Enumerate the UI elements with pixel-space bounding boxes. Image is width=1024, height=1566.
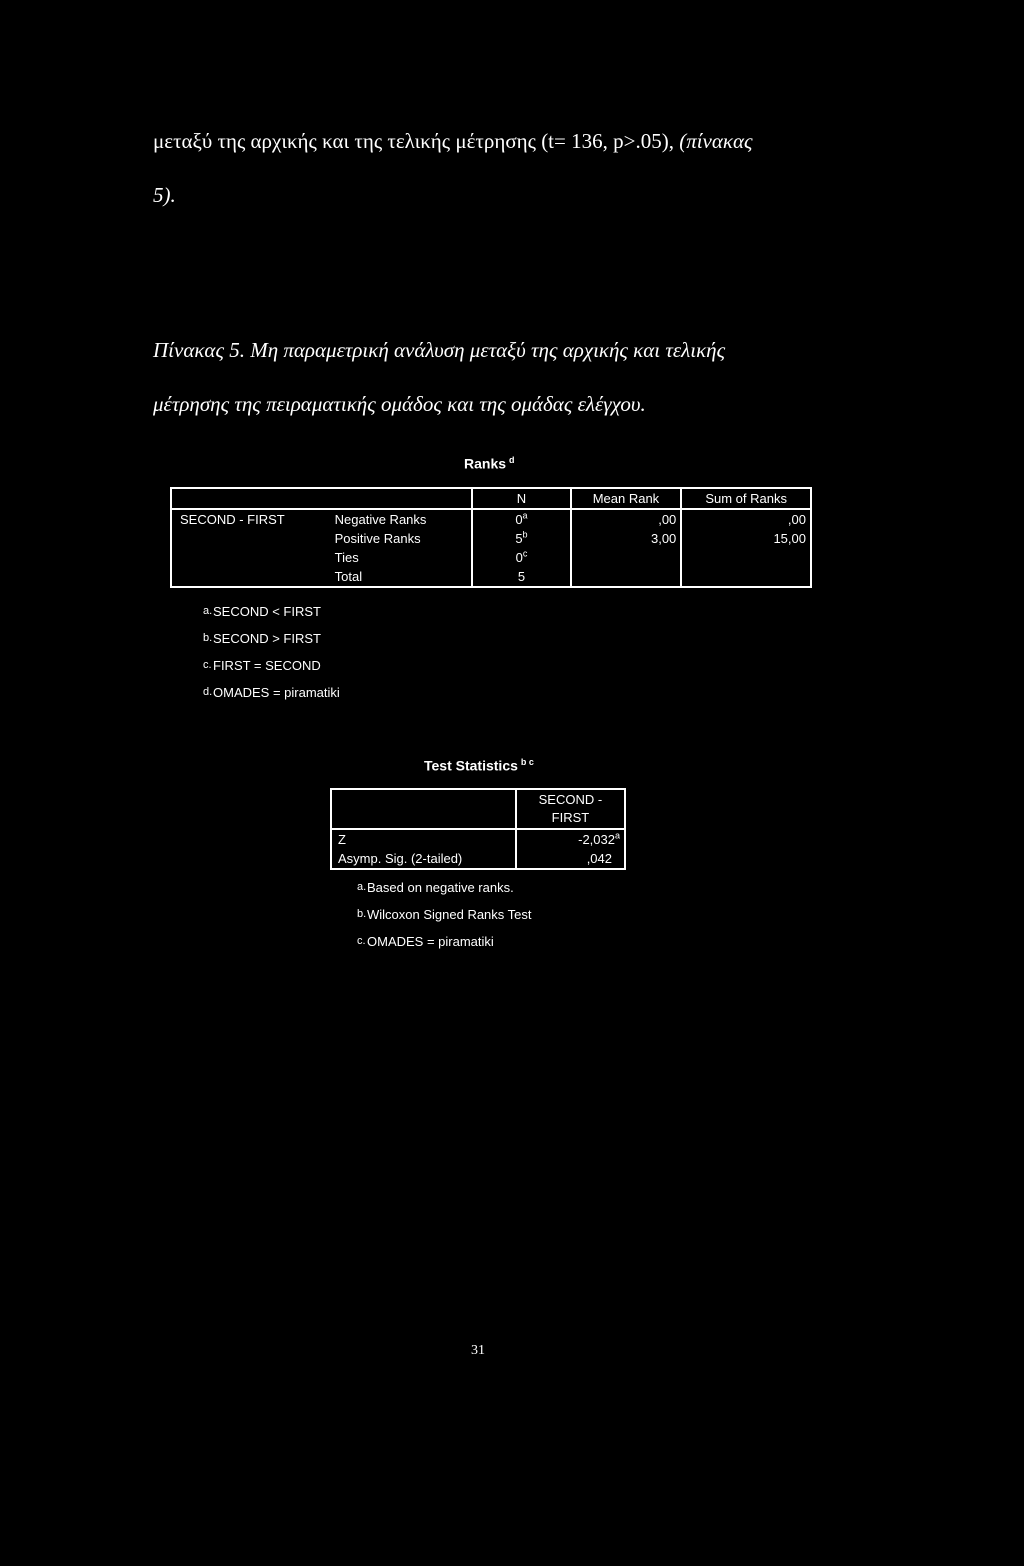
intro-line-1-text: μεταξύ της αρχικής και της τελικής μέτρησης (t= 136, p>.05), xyxy=(153,129,674,153)
stats-header-blank xyxy=(331,789,516,829)
ranks-row-label: Negative Ranks xyxy=(334,512,427,527)
intro-line-1 xyxy=(153,131,753,152)
stats-cell-value: ,042 xyxy=(516,849,625,869)
ranks-header-blank xyxy=(171,488,472,509)
ranks-header-sum-of-ranks: Sum of Ranks xyxy=(681,488,811,509)
ranks-row-label: Ties xyxy=(334,550,359,565)
intro-line-2 xyxy=(153,185,176,206)
stats-row-label: Asymp. Sig. (2-tailed) xyxy=(331,849,516,869)
test-statistics-table xyxy=(330,788,626,870)
ranks-group-blank xyxy=(171,567,329,587)
footnote: a.Based on negative ranks. xyxy=(357,880,514,895)
ranks-title-text: Ranks xyxy=(464,455,507,472)
ranks-cell-n: 5 xyxy=(472,567,570,587)
ranks-group-label: SECOND - FIRST xyxy=(171,509,329,529)
ranks-cell-sum: 15,00 xyxy=(681,529,811,548)
footnote: d.OMADES = piramatiki xyxy=(203,685,340,700)
ranks-cell-sum: ,00 xyxy=(681,509,811,529)
ranks-table xyxy=(170,487,812,588)
table-row xyxy=(331,849,625,869)
stats-cell-value: -2,032$^a$ xyxy=(516,829,625,849)
table-caption-line-1-text: Πίνακας 5. Μη παραμετρική ανάλυση μεταξύ της αρχικής και τελικής xyxy=(153,338,726,362)
stats-header-row xyxy=(331,789,625,829)
ranks-row-label: Positive Ranks xyxy=(334,531,421,546)
ranks-cell-sum xyxy=(681,548,811,567)
footnote: b.Wilcoxon Signed Ranks Test xyxy=(357,907,532,922)
footnote: c.OMADES = piramatiki xyxy=(357,934,494,949)
ranks-cell-mean: 3,00 xyxy=(571,529,682,548)
footnote: a.SECOND < FIRST xyxy=(203,604,321,619)
ranks-cell-n: 0$^a$ xyxy=(472,509,570,529)
ranks-footnotes xyxy=(203,598,340,706)
table-caption-line-2 xyxy=(153,394,646,415)
intro-line-2-text: 5). xyxy=(153,183,176,207)
table-caption-line-1 xyxy=(153,340,725,361)
table-row xyxy=(171,529,811,548)
ranks-header-mean-rank: Mean Rank xyxy=(571,488,682,509)
test-statistics-title-note: b c xyxy=(520,757,534,767)
ranks-group-blank xyxy=(171,548,329,567)
ranks-cell-mean xyxy=(571,548,682,567)
stats-row-label: Z xyxy=(331,829,516,849)
test-statistics-title xyxy=(424,757,534,774)
table-caption-line-2-text: μέτρησης της πειραματικής ομάδος και της ομάδας ελέγχου. xyxy=(153,392,646,416)
footnote: b.SECOND > FIRST xyxy=(203,631,321,646)
stats-header-second-first: SECOND - FIRST xyxy=(516,789,625,829)
intro-line-1-italic: (πίνακας xyxy=(679,129,753,153)
table-row xyxy=(331,829,625,849)
ranks-cell-sum xyxy=(681,567,811,587)
ranks-cell-mean xyxy=(571,567,682,587)
ranks-title xyxy=(464,455,515,472)
table-row xyxy=(171,548,811,567)
ranks-cell-n: 0$^c$ xyxy=(472,548,570,567)
ranks-group-blank xyxy=(171,529,329,548)
stats-footnotes xyxy=(357,874,532,955)
ranks-header-n: N xyxy=(472,488,570,509)
footnote: c.FIRST = SECOND xyxy=(203,658,321,673)
ranks-row-label: Total xyxy=(329,567,473,587)
ranks-cell-mean: ,00 xyxy=(571,509,682,529)
test-statistics-title-text: Test Statistics xyxy=(424,757,518,774)
page-number: 31 xyxy=(471,1343,485,1358)
ranks-header-row xyxy=(171,488,811,509)
ranks-cell-n: 5$^b$ xyxy=(472,529,570,548)
table-row xyxy=(171,567,811,587)
table-row xyxy=(171,509,811,529)
ranks-title-note: d xyxy=(509,455,515,465)
